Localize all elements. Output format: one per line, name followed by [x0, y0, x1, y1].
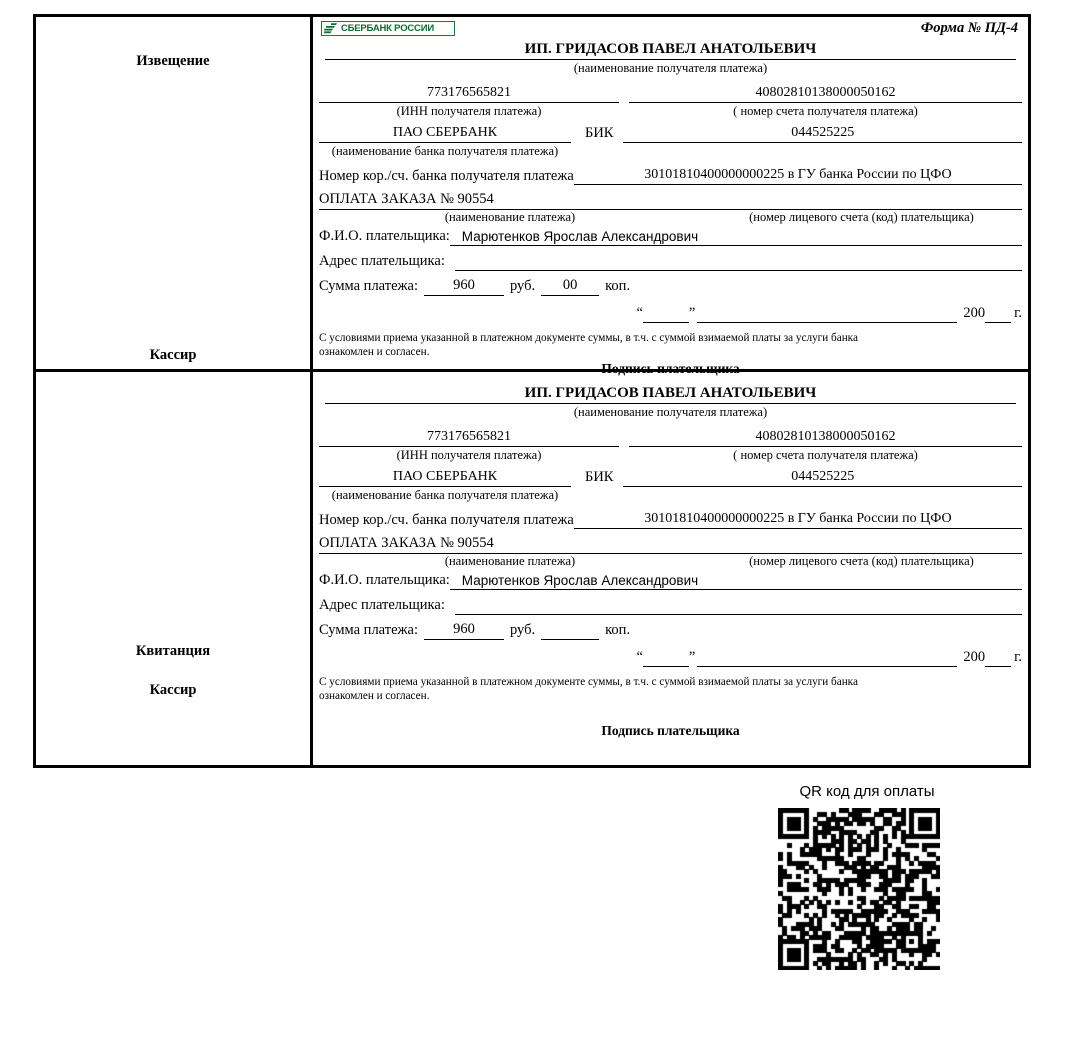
- inn-block-bottom: [319, 429, 619, 447]
- bank-name-caption-top: (наименование банка получателя платежа): [331, 144, 559, 158]
- bik-value-bottom: 044525225: [623, 469, 1022, 487]
- inn-account-row-bottom: [319, 429, 1022, 447]
- year-suffix-top: г.: [1014, 305, 1022, 321]
- inn-caption-bottom: (ИНН получателя платежа): [396, 448, 542, 462]
- inn-account-captions-bottom: [319, 447, 1022, 463]
- terms-bottom: [319, 675, 1022, 703]
- terms-line1-top: С условиями приема указанной в платежном документе суммы, в т.ч. с суммой взимаемой платы за услуги банка: [319, 332, 858, 344]
- payer-label-bottom: Ф.И.О. плательщика:: [319, 572, 450, 588]
- quote-close-bottom: ”: [688, 649, 696, 665]
- qr-title: QR код для оплаты: [799, 783, 935, 800]
- personal-account-value-bottom: [701, 535, 1022, 554]
- personal-account-value-top: [701, 191, 1022, 210]
- notice-right-column: [313, 17, 1028, 376]
- kop-value-bottom: [541, 638, 599, 640]
- receipt-left-column: [36, 372, 313, 765]
- payer-label-top: Ф.И.О. плательщика:: [319, 228, 450, 244]
- year-line-top: [985, 307, 1011, 323]
- kop-value-top: 00: [541, 277, 599, 296]
- date-month-line-bottom: [697, 651, 957, 667]
- bik-label-top: БИК: [585, 125, 614, 141]
- account-value-top: 40802810138000050162: [629, 85, 1022, 103]
- year-prefix-top: 200: [963, 305, 986, 321]
- payer-row-bottom: [319, 572, 1022, 590]
- sum-row-bottom: [319, 621, 1022, 640]
- quote-open-top: “: [636, 305, 643, 321]
- rub-label-bottom: руб.: [510, 622, 536, 638]
- kop-label-top: коп.: [605, 278, 631, 294]
- address-row-top: [319, 252, 1022, 271]
- address-label-bottom: Адрес плательщика:: [319, 597, 445, 613]
- bank-name-value-top: ПАО СБЕРБАНК: [319, 125, 571, 143]
- personal-account-caption-top: (номер лицевого счета (код) плательщика): [749, 210, 974, 224]
- qr-code: [778, 808, 940, 970]
- inn-account-captions-top: [319, 103, 1022, 119]
- payer-name-bottom: Марютенков Ярослав Александрович: [450, 573, 1022, 590]
- year-prefix-bottom: 200: [963, 649, 986, 665]
- date-row-bottom: [319, 649, 1022, 667]
- form-number: Форма № ПД-4: [920, 20, 1018, 36]
- date-row-top: [319, 305, 1022, 323]
- sum-value-top: 960: [424, 277, 504, 296]
- terms-line2-bottom: ознакомлен и согласен.: [319, 690, 430, 702]
- inn-block-top: [319, 85, 619, 103]
- account-block-bottom: [629, 429, 1022, 447]
- inn-value-bottom: 773176565821: [319, 429, 619, 447]
- korr-value-bottom: 30101810400000000225 в ГУ банка России по ЦФО: [574, 511, 1022, 529]
- bank-name-value-bottom: ПАО СБЕРБАНК: [319, 469, 571, 487]
- payment-name-row-top: [319, 191, 1022, 210]
- receipt-section: [36, 372, 1028, 765]
- date-month-line-top: [697, 307, 957, 323]
- bik-label-bottom: БИК: [585, 469, 614, 485]
- payment-name-caption-top: (наименование платежа): [444, 210, 576, 224]
- recipient-name-top: ИП. ГРИДАСОВ ПАВЕЛ АНАТОЛЬЕВИЧ: [325, 41, 1016, 60]
- korr-row-bottom: [319, 511, 1022, 529]
- kop-label-bottom: коп.: [605, 622, 631, 638]
- quote-close-top: ”: [688, 305, 696, 321]
- personal-account-caption-bottom: (номер лицевого счета (код) плательщика): [749, 554, 974, 568]
- recipient-name-caption-top: (наименование получателя платежа): [573, 61, 768, 75]
- bank-name-caption-bottom: (наименование банка получателя платежа): [331, 488, 559, 502]
- year-suffix-bottom: г.: [1014, 649, 1022, 665]
- payment-name-caption-bottom: (наименование платежа): [444, 554, 576, 568]
- recipient-name-caption-bottom: (наименование получателя платежа): [573, 405, 768, 419]
- korr-label-bottom: Номер кор./сч. банка получателя платежа: [319, 512, 574, 528]
- address-value-bottom: [455, 596, 1022, 615]
- korr-label-top: Номер кор./сч. банка получателя платежа: [319, 168, 574, 184]
- terms-top: [319, 331, 1022, 359]
- sberbank-mark-icon: [323, 22, 339, 35]
- payer-name-top: Марютенков Ярослав Александрович: [450, 229, 1022, 246]
- address-value-top: [455, 252, 1022, 271]
- year-line-bottom: [985, 651, 1011, 667]
- sum-label-top: Сумма платежа:: [319, 278, 418, 294]
- bank-bik-row-top: [319, 125, 1022, 143]
- sum-label-bottom: Сумма платежа:: [319, 622, 418, 638]
- inn-caption-top: (ИНН получателя платежа): [396, 104, 542, 118]
- sum-value-bottom: 960: [424, 621, 504, 640]
- label-kassir-bottom: Кассир: [149, 682, 197, 698]
- payment-name-captions-top: [319, 210, 1022, 225]
- terms-line2-top: ознакомлен и согласен.: [319, 346, 430, 358]
- date-day-line-top: [643, 307, 689, 323]
- payment-name-captions-bottom: [319, 554, 1022, 569]
- label-izveshchenie: Извещение: [136, 53, 210, 69]
- bank-name-block-bottom: [319, 469, 571, 487]
- korr-value-top: 30101810400000000225 в ГУ банка России по ЦФО: [574, 167, 1022, 185]
- bank-name-block-top: [319, 125, 571, 143]
- payment-name-row-bottom: [319, 535, 1022, 554]
- label-kvitanciya: Квитанция: [135, 643, 211, 659]
- signature-label-top: Подпись плательщика: [601, 361, 740, 376]
- date-day-line-bottom: [643, 651, 689, 667]
- terms-line1-bottom: С условиями приема указанной в платежном документе суммы, в т.ч. с суммой взимаемой платы за услуги банка: [319, 676, 858, 688]
- qr-code-canvas: [778, 808, 940, 970]
- sberbank-logo-text: СБЕРБАНК РОССИИ: [341, 23, 434, 34]
- receipt-right-column: [313, 372, 1028, 765]
- bik-value-top: 044525225: [623, 125, 1022, 143]
- inn-account-row-top: [319, 85, 1022, 103]
- notice-section: [36, 17, 1028, 376]
- sberbank-logo: [321, 21, 455, 36]
- inn-value-top: 773176565821: [319, 85, 619, 103]
- account-value-bottom: 40802810138000050162: [629, 429, 1022, 447]
- bank-caption-row-bottom: [319, 487, 1022, 503]
- signature-label-bottom: Подпись плательщика: [601, 723, 740, 738]
- notice-left-column: [36, 17, 313, 369]
- label-kassir-top: Кассир: [149, 347, 197, 363]
- account-caption-bottom: ( номер счета получателя платежа): [733, 448, 918, 462]
- rub-label-top: руб.: [510, 278, 536, 294]
- address-row-bottom: [319, 596, 1022, 615]
- address-label-top: Адрес плательщика:: [319, 253, 445, 269]
- account-caption-top: ( номер счета получателя платежа): [733, 104, 918, 118]
- bank-caption-row-top: [319, 143, 1022, 159]
- bank-bik-row-bottom: [319, 469, 1022, 487]
- payment-name-value-top: ОПЛАТА ЗАКАЗА № 90554: [319, 191, 701, 210]
- quote-open-bottom: “: [636, 649, 643, 665]
- payer-row-top: [319, 228, 1022, 246]
- sum-row-top: [319, 277, 1022, 296]
- payment-name-value-bottom: ОПЛАТА ЗАКАЗА № 90554: [319, 535, 701, 554]
- account-block-top: [629, 85, 1022, 103]
- payment-form: [33, 14, 1031, 768]
- recipient-name-bottom: ИП. ГРИДАСОВ ПАВЕЛ АНАТОЛЬЕВИЧ: [325, 385, 1016, 404]
- korr-row-top: [319, 167, 1022, 185]
